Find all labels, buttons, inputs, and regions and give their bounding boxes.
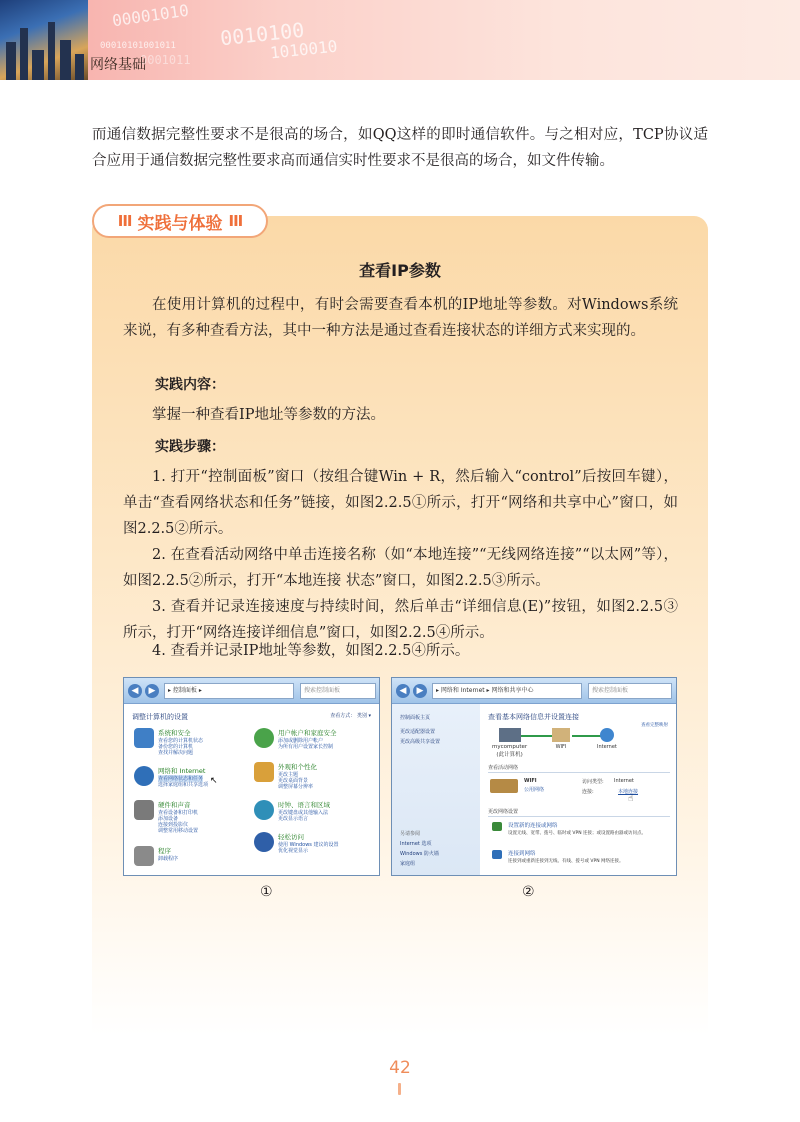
step-4: 4. 查看并记录IP地址等参数，如图2.2.5④所示。 — [152, 643, 470, 659]
nav-buttons — [396, 684, 427, 698]
category-link[interactable]: 更改桌面背景 — [278, 778, 309, 784]
category-link[interactable]: 更改键盘或其他输入法 — [278, 810, 329, 816]
task-description: 设置无线、宽带、拨号、临时或 VPN 连接；或设置路由器或访问点。 — [508, 831, 647, 836]
tab-bars-left: III — [117, 212, 132, 230]
steps-heading: 实践步骤： — [155, 439, 225, 455]
content-heading: 实践内容： — [155, 377, 225, 393]
category-programs[interactable] — [134, 846, 252, 876]
control-panel-screenshot — [123, 677, 380, 876]
forward-icon[interactable]: ▶ — [145, 684, 159, 698]
connect-network-icon — [492, 850, 502, 859]
category-user-accounts[interactable] — [254, 728, 372, 758]
category-clock-language[interactable] — [254, 800, 372, 830]
category-title[interactable]: 用户帐户和家庭安全 — [278, 729, 337, 737]
cursor-icon: ↖ — [210, 776, 218, 786]
binary-line: 00010101001011 — [100, 41, 176, 51]
intro-paragraph: 而通信数据完整性要求不是很高的场合，如QQ这样的即时通信软件。与之相对应，TCP协议适合应用于通信数据完整性要求高而通信实时性要求不是很高的场合，如文件传输。 — [92, 127, 708, 169]
network-name: WIFI — [524, 778, 537, 784]
divider — [488, 772, 670, 773]
category-link[interactable]: 使用 Windows 建议的设置 — [278, 842, 339, 848]
category-link[interactable]: 调整常用移动设置 — [158, 828, 199, 834]
section-title: 网络基础 — [90, 57, 146, 73]
category-link[interactable]: 查找并解决问题 — [158, 750, 194, 756]
category-link[interactable]: 为所有用户设置家长控制 — [278, 744, 334, 750]
category-appearance[interactable] — [254, 762, 372, 792]
paint-icon — [254, 762, 274, 782]
setup-connection-link[interactable]: 设置新的连接或网络 — [508, 823, 558, 829]
access-type-value: Internet — [614, 778, 634, 784]
figure-label-2: ② — [522, 884, 535, 900]
category-title[interactable]: 系统和安全 — [158, 729, 191, 737]
left-link[interactable]: 家庭组 — [400, 861, 416, 867]
category-link[interactable]: 备份您的计算机 — [158, 744, 194, 750]
printer-icon — [134, 800, 154, 820]
page-header — [0, 0, 800, 80]
back-icon[interactable]: ◀ — [128, 684, 142, 698]
network-icon — [490, 779, 518, 793]
practice-title: 查看IP参数 — [359, 261, 441, 280]
category-link[interactable]: 更改显示语言 — [278, 816, 309, 822]
full-map-link[interactable]: 查看完整映射 — [641, 723, 668, 728]
window-toolbar — [124, 678, 379, 704]
nav-buttons — [128, 684, 159, 698]
network-center-title: 查看基本网络信息并设置连接 — [488, 713, 579, 721]
hand-cursor-icon: ☝ — [628, 794, 634, 804]
practice-tab — [92, 204, 268, 238]
node-label: Internet — [597, 744, 617, 750]
tab-bars-right: III — [228, 212, 243, 230]
category-ease-of-access[interactable] — [254, 832, 372, 862]
category-link[interactable]: 添加设备 — [158, 816, 179, 822]
task-description: 连接到或重新连接到无线、有线、拨号或 VPN 网络连接。 — [508, 859, 624, 864]
new-connection-icon — [492, 822, 502, 831]
left-link[interactable]: 更改适配器设置 — [400, 729, 436, 735]
category-title[interactable]: 外观和个性化 — [278, 763, 317, 771]
network-center-body — [392, 704, 676, 876]
left-link[interactable]: Windows 防火墙 — [400, 851, 439, 857]
practice-tab-label: 实践与体验 — [137, 213, 223, 234]
category-title[interactable]: 网络和 Internet — [158, 767, 206, 775]
left-link[interactable]: Internet 选项 — [400, 841, 432, 847]
category-title[interactable]: 时钟、语言和区域 — [278, 801, 330, 809]
step-3: 3. 查看并记录连接速度与持续时间，然后单击“详细信息(E)”按钮，如图2.2.5③所示，打开“网络连接详细信息”窗口，如图2.2.5④所示。 — [123, 599, 678, 641]
left-pane — [392, 704, 480, 876]
control-panel-body — [124, 704, 379, 876]
category-link[interactable]: 调整屏幕分辨率 — [278, 784, 314, 790]
binary-line: 0010100 — [218, 17, 306, 51]
figure-label-1: ① — [260, 884, 273, 900]
view-by-selector[interactable]: 查看方式： 类别 ▾ — [330, 713, 371, 719]
category-link[interactable]: 添加或删除用户帐户 — [278, 738, 324, 744]
category-system-security[interactable] — [134, 728, 252, 758]
category-hardware-sound[interactable] — [134, 800, 252, 840]
computer-node — [492, 728, 527, 758]
view-network-status-link[interactable]: 查看网络状态和任务 — [158, 776, 204, 782]
bench-icon — [552, 728, 570, 742]
internet-node — [597, 728, 617, 750]
accessibility-icon — [254, 832, 274, 852]
content-text: 掌握一种查看IP地址等参数的方法。 — [152, 407, 385, 423]
binary-line: 1010010 — [269, 36, 339, 63]
category-link[interactable]: 优化视觉显示 — [278, 848, 309, 854]
programs-icon — [134, 846, 154, 866]
divider — [488, 816, 670, 817]
category-link[interactable]: 查看您的计算机状态 — [158, 738, 204, 744]
network-type[interactable]: 公用网络 — [524, 787, 545, 793]
connections-label: 连接: — [582, 789, 594, 795]
city-photo — [0, 0, 88, 80]
control-panel-heading: 调整计算机的设置 — [132, 713, 188, 721]
local-connection-link[interactable]: 本地连接 — [618, 789, 639, 795]
search-input[interactable]: 搜索控制面板 — [588, 683, 672, 699]
change-settings-heading: 更改网络设置 — [488, 809, 519, 815]
search-input[interactable]: 搜索控制面板 — [300, 683, 376, 699]
back-icon[interactable]: ◀ — [396, 684, 410, 698]
shield-icon — [134, 728, 154, 748]
clock-icon — [254, 800, 274, 820]
node-label: WIFI — [555, 744, 567, 750]
active-network-heading: 查看活动网络 — [488, 765, 519, 771]
see-also-heading: 另请参阅 — [400, 831, 421, 837]
left-link[interactable]: 控制面板主页 — [400, 715, 431, 721]
globe-icon — [134, 766, 154, 786]
address-bar[interactable]: ▸ 网络和 Internet ▸ 网络和共享中心 — [432, 683, 582, 699]
category-link[interactable]: 卸载程序 — [158, 856, 179, 862]
binary-line: 0001011 — [140, 53, 191, 67]
category-link[interactable]: 更改主题 — [278, 772, 299, 778]
category-title[interactable]: 轻松访问 — [278, 833, 304, 841]
network-sharing-center-screenshot — [391, 677, 677, 876]
access-type-label: 访问类型: — [582, 779, 604, 785]
binary-line: 00001010 — [110, 0, 190, 31]
practice-intro: 在使用计算机的过程中，有时会需要查看本机的IP地址等参数。对Windows系统来说，有多种查看方法，其中一种方法是通过查看连接状态的详细方式来实现的。 — [123, 297, 678, 339]
category-link[interactable]: 查看设备和打印机 — [158, 810, 199, 816]
step-2: 2. 在查看活动网络中单击连接名称（如“本地连接”“无线网络连接”“以太网”等），如图2.2.5②所示，打开“本地连接 状态”窗口，如图2.2.5③所示。 — [123, 547, 678, 589]
wifi-node — [552, 728, 570, 750]
node-label: mycomputer (此计算机) — [492, 744, 528, 758]
category-link[interactable]: 选择家庭组和共享选项 — [158, 782, 209, 788]
window-toolbar — [392, 678, 676, 704]
category-network-internet[interactable] — [134, 766, 252, 796]
globe-icon — [600, 728, 614, 742]
left-link[interactable]: 更改高级共享设置 — [400, 739, 441, 745]
address-bar[interactable]: ▸ 控制面板 ▸ — [164, 683, 294, 699]
category-link[interactable]: 连接到投影仪 — [158, 822, 189, 828]
users-icon — [254, 728, 274, 748]
page-number: 42 — [389, 1058, 411, 1078]
page-number-tick — [398, 1083, 401, 1095]
connect-network-link[interactable]: 连接到网络 — [508, 851, 536, 857]
category-title[interactable]: 程序 — [158, 847, 171, 855]
step-1: 1. 打开“控制面板”窗口（按组合键Win + R，然后输入“control”后按回车键），单击“查看网络状态和任务”链接，如图2.2.5①所示，打开“网络和共享中心”窗口，如图2.2.5②所示。 — [123, 469, 678, 537]
forward-icon[interactable]: ▶ — [413, 684, 427, 698]
computer-icon — [499, 728, 521, 742]
category-title[interactable]: 硬件和声音 — [158, 801, 191, 809]
